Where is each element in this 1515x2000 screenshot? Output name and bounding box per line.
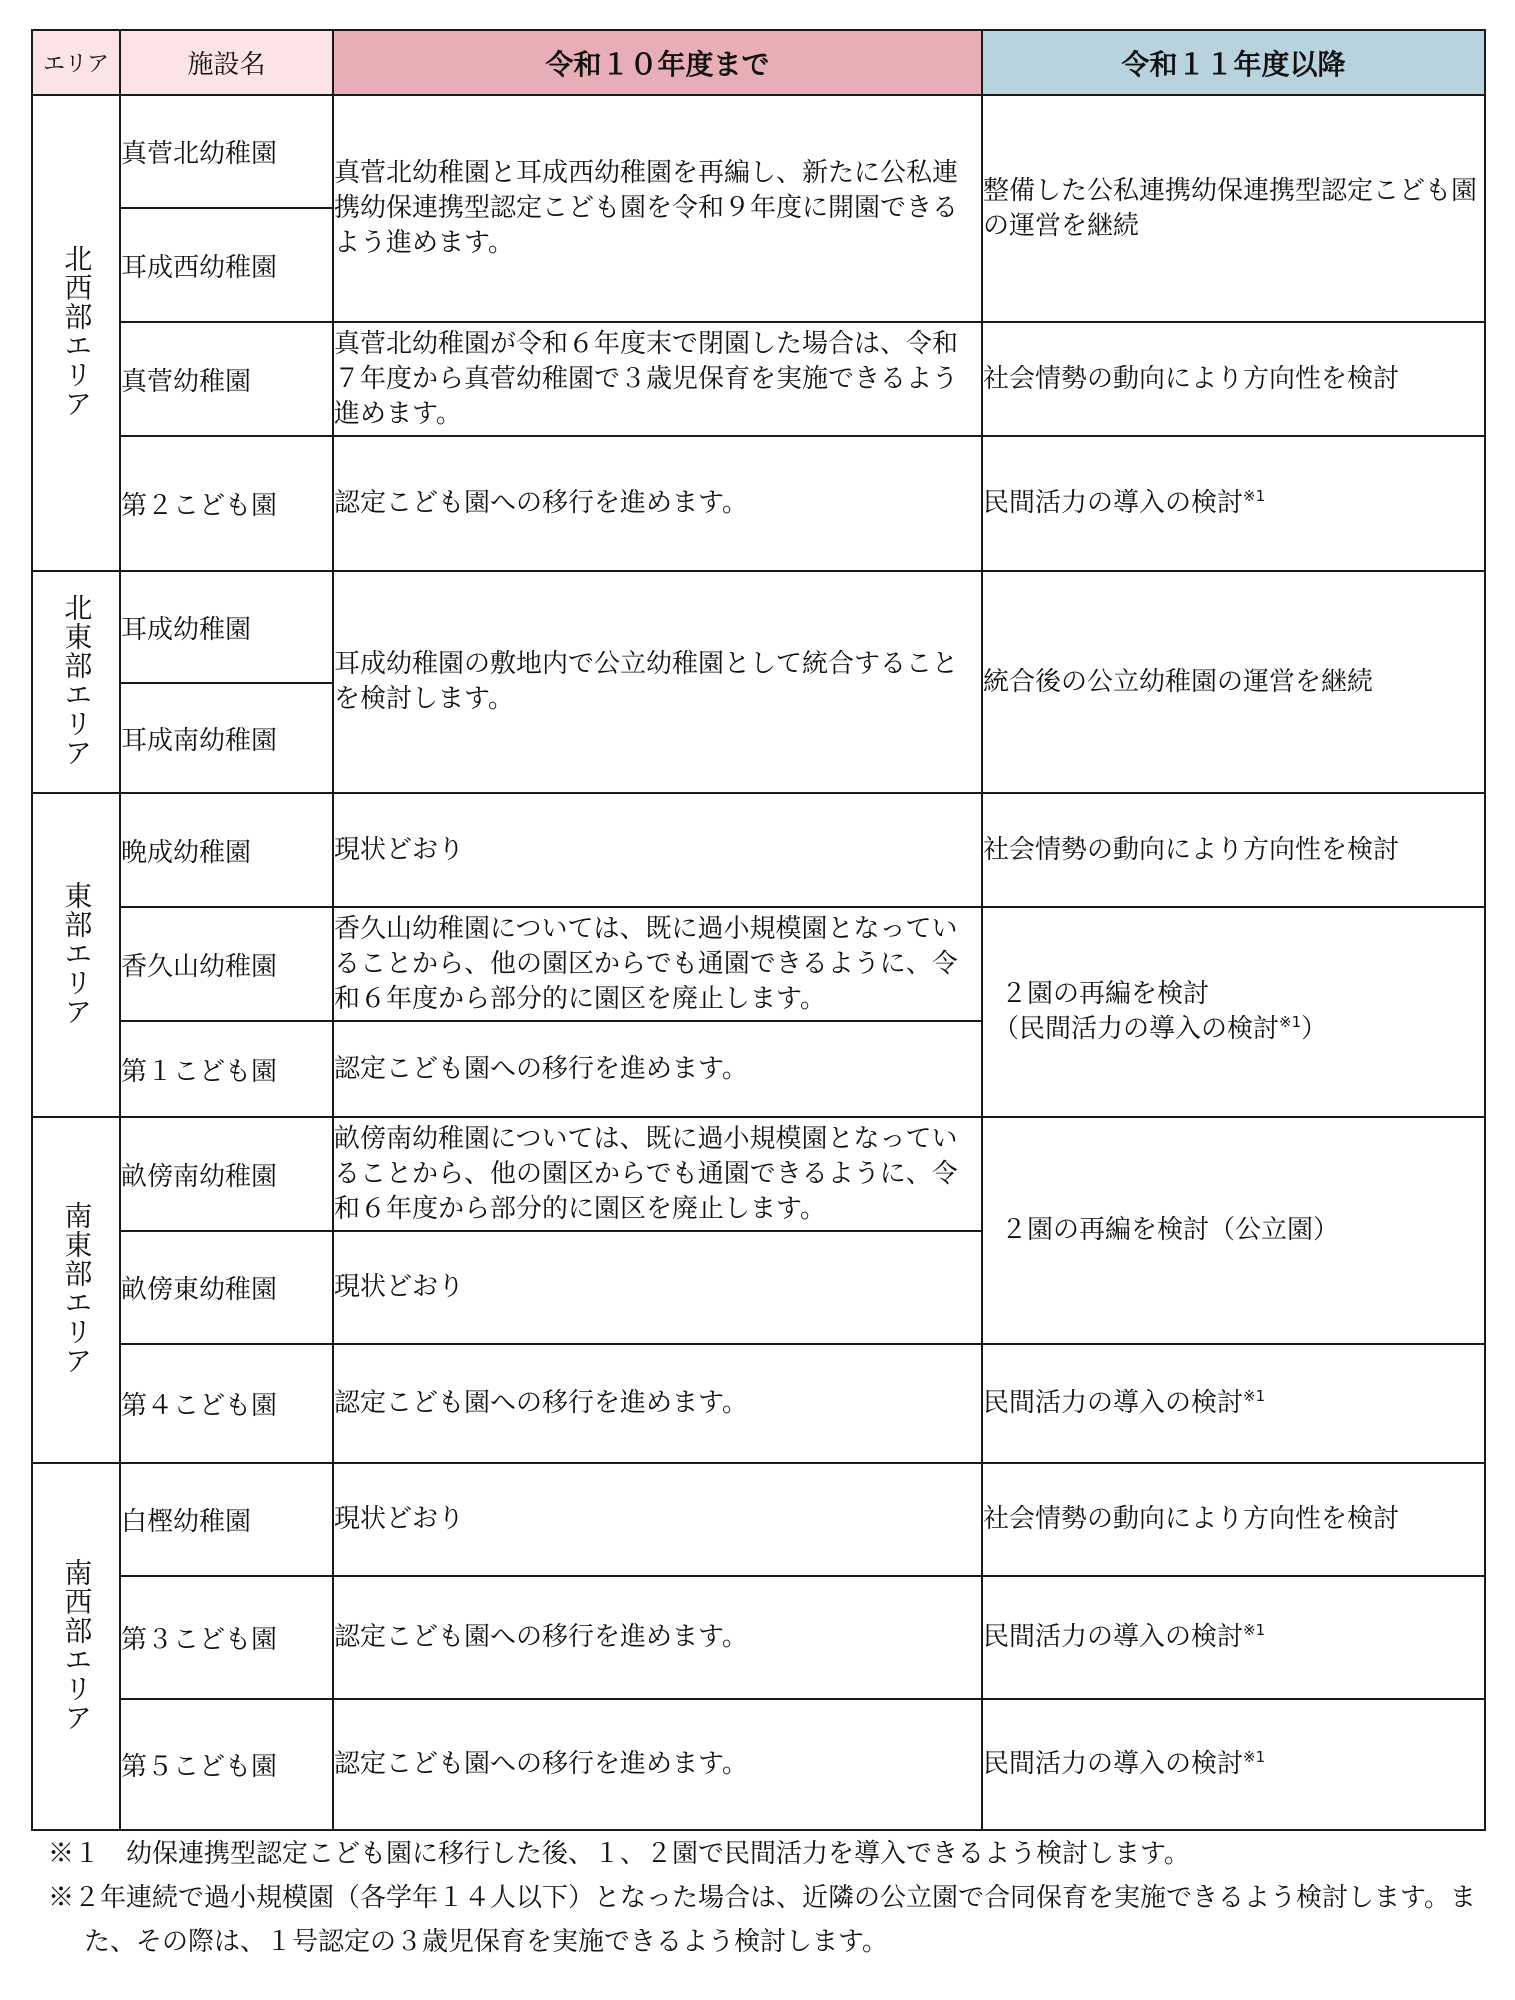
facility-name: 耳成南幼稚園 xyxy=(120,683,333,793)
plan-r11-text: 民間活力の導入の検討 xyxy=(983,488,1244,518)
facility-name: 耳成幼稚園 xyxy=(120,571,333,683)
table-row xyxy=(32,907,1485,1021)
facility-name: 第５こども園 xyxy=(120,1699,333,1830)
header-facility: 施設名 xyxy=(120,30,333,95)
plan-r10-cell: 現状どおり xyxy=(333,793,982,907)
plan-r10-cell: 畝傍南幼稚園については、既に過小規模園となっていることから、他の園区からでも通園できるように、令和６年度から部分的に園区を廃止します。 xyxy=(333,1117,982,1231)
plan-r10-cell: 真菅北幼稚園と耳成西幼稚園を再編し、新たに公私連携幼保連携型認定こども園を令和９年度に開園できるよう進めます。 xyxy=(333,95,982,322)
table-row xyxy=(32,571,1485,683)
header-from-r11: 令和１１年度以降 xyxy=(982,30,1485,95)
footnote-2: ※２年連続で過小規模園（各学年１４人以下）となった場合は、近隣の公立園で合同保育を実施できるよう検討します。また、その際は、１号認定の３歳児保育を実施できるよう検討します。 xyxy=(48,1883,1476,1957)
plan-r11-text: 民間活力の導入の検討 xyxy=(983,1749,1244,1779)
facility-name: 第２こども園 xyxy=(120,436,333,571)
plan-r10-cell: 認定こども園への移行を進めます。 xyxy=(333,1576,982,1699)
area-label: 南東部エリア xyxy=(60,1201,94,1375)
plan-r11-cell: 統合後の公立幼稚園の運営を継続 xyxy=(982,571,1485,793)
note-mark: ※1 xyxy=(1243,1621,1266,1639)
facility-name: 第３こども園 xyxy=(120,1576,333,1699)
plan-r11-text: 民間活力の導入の検討 xyxy=(983,1622,1244,1652)
plan-r11-cell: 社会情勢の動向により方向性を検討 xyxy=(982,322,1485,436)
facility-name: 畝傍東幼稚園 xyxy=(120,1231,333,1344)
plan-r11-text: 民間活力の導入の検討 xyxy=(983,1388,1244,1418)
header-row xyxy=(32,30,1485,95)
plan-r11-text: ２園の再編を検討 xyxy=(1001,979,1210,1009)
plan-r10-cell: 認定こども園への移行を進めます。 xyxy=(333,1021,982,1117)
header-until-r10: 令和１０年度まで xyxy=(333,30,982,95)
facility-name: 耳成西幼稚園 xyxy=(120,208,333,322)
note-mark: ※1 xyxy=(1243,1387,1266,1405)
facility-name: 真菅北幼稚園 xyxy=(120,95,333,208)
table-row xyxy=(32,1699,1485,1830)
facility-name: 第４こども園 xyxy=(120,1344,333,1463)
plan-r11-cell xyxy=(982,1117,1485,1344)
plan-r11-cell: 整備した公私連携幼保連携型認定こども園の運営を継続 xyxy=(982,95,1485,322)
plan-r11-cell xyxy=(982,1699,1485,1830)
area-cell-northwest xyxy=(32,95,120,571)
note-mark: ※1 xyxy=(1279,1013,1302,1031)
plan-r11-cell xyxy=(982,436,1485,571)
plan-r11-subtext-close: ） xyxy=(1301,1014,1328,1044)
facility-name: 第１こども園 xyxy=(120,1021,333,1117)
area-cell-southwest xyxy=(32,1463,120,1830)
table-row xyxy=(32,95,1485,208)
footnote-1: ※１ 幼保連携型認定こども園に移行した後、１、２園で民間活力を導入できるよう検討します。 xyxy=(48,1839,1190,1869)
plan-r10-cell: 認定こども園への移行を進めます。 xyxy=(333,1344,982,1463)
plan-r10-cell: 現状どおり xyxy=(333,1463,982,1576)
facility-name: 晩成幼稚園 xyxy=(120,793,333,907)
note-mark: ※1 xyxy=(1243,487,1266,505)
area-label: 北西部エリア xyxy=(60,244,94,418)
plan-r10-cell: 現状どおり xyxy=(333,1231,982,1344)
plan-r11-cell xyxy=(982,1344,1485,1463)
facility-name: 香久山幼稚園 xyxy=(120,907,333,1021)
area-cell-southeast xyxy=(32,1117,120,1463)
plan-r10-cell: 認定こども園への移行を進めます。 xyxy=(333,436,982,571)
facility-name: 畝傍南幼稚園 xyxy=(120,1117,333,1231)
plan-r10-cell: 耳成幼稚園の敷地内で公立幼稚園として統合することを検討します。 xyxy=(333,571,982,793)
table-row xyxy=(32,1344,1485,1463)
area-cell-northeast xyxy=(32,571,120,793)
area-cell-east xyxy=(32,793,120,1117)
header-area: エリア xyxy=(32,30,120,95)
facility-name: 真菅幼稚園 xyxy=(120,322,333,436)
plan-r11-cell: 社会情勢の動向により方向性を検討 xyxy=(982,793,1485,907)
area-label: 北東部エリア xyxy=(60,593,94,767)
table-row xyxy=(32,793,1485,907)
plan-r11-cell: 社会情勢の動向により方向性を検討 xyxy=(982,1463,1485,1576)
facility-name: 白樫幼稚園 xyxy=(120,1463,333,1576)
plan-r10-cell: 香久山幼稚園については、既に過小規模園となっていることから、他の園区からでも通園できるように、令和６年度から部分的に園区を廃止します。 xyxy=(333,907,982,1021)
plan-r10-cell: 認定こども園への移行を進めます。 xyxy=(333,1699,982,1830)
plan-r11-subtext-body: （民間活力の導入の検討 xyxy=(993,1014,1280,1044)
area-label: 東部エリア xyxy=(60,880,94,1026)
plan-r10-cell: 真菅北幼稚園が令和６年度末で閉園した場合は、令和７年度から真菅幼稚園で３歳児保育を実施できるよう進めます。 xyxy=(333,322,982,436)
plan-r11-cell xyxy=(982,1576,1485,1699)
table-row xyxy=(32,322,1485,436)
plan-r11-subtext xyxy=(983,1012,1484,1047)
table-row xyxy=(32,1463,1485,1576)
table-row xyxy=(32,436,1485,571)
plan-r11-cell xyxy=(982,907,1485,1117)
table-row xyxy=(32,1117,1485,1231)
policy-table xyxy=(31,29,1486,1831)
table-row xyxy=(32,1576,1485,1699)
note-mark: ※1 xyxy=(1243,1748,1266,1766)
footnotes xyxy=(48,1832,1488,1964)
area-label: 南西部エリア xyxy=(60,1557,94,1732)
plan-r11-text: ２園の再編を検討（公立園） xyxy=(1001,1215,1340,1245)
